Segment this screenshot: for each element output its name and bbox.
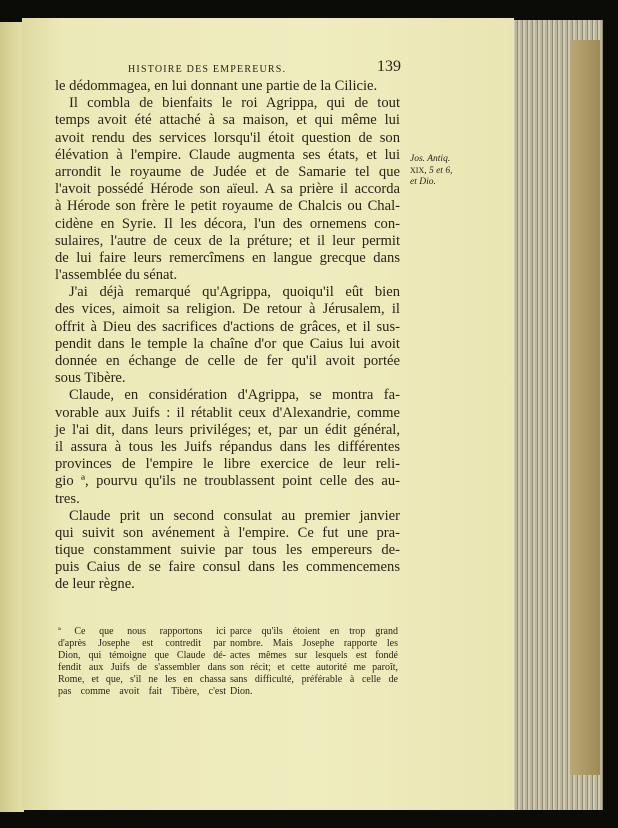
text-line: élévation à l'empire. Claude augmenta ses états, et lui xyxy=(55,146,400,163)
text-line: tique constamment suivie par tous les empereurs de- xyxy=(55,542,400,559)
text-line: sulaires, l'autre de ceux de la préture; et il leur permit xyxy=(55,232,400,249)
text-line: avoit rendu des services lorsqu'il étoit question de son xyxy=(55,129,400,146)
footnote-right-column xyxy=(230,626,398,698)
margin-note-line: Jos. Antiq. xyxy=(410,154,451,164)
footnote-line: Dion, qui témoigne que Claude dé- xyxy=(58,650,226,661)
footnote-line: nombre. Mais Josephe rapporte les xyxy=(230,638,398,649)
text-line: J'ai déjà remarqué qu'Agrippa, quoiqu'il eût bien xyxy=(69,284,400,301)
text-line: Claude prit un second consulat au premier janvier xyxy=(69,507,400,524)
footnote-line: sans difficulté, préférable à celle de xyxy=(230,674,398,685)
footnote-line: actes mêmes sur lesquels est fondé xyxy=(230,650,398,661)
text-line: il assura à tous les Juifs répandus dans les différentes xyxy=(55,438,400,455)
footnote-line: son récit; et cette autorité me paroît, xyxy=(230,662,398,673)
text-line: l'assemblée du sénat. xyxy=(55,267,178,284)
text-line: tres. xyxy=(55,490,80,507)
text-line: le dédommagea, en lui donnant une partie de la Cilicie. xyxy=(55,78,378,94)
book-fore-edge xyxy=(570,40,600,775)
footnote-line: d'après Josephe est contredit par xyxy=(58,638,226,649)
footnote-line: pas comme avoit fait Tibère, c'est xyxy=(58,686,226,697)
text-line: gio ª, pourvu qu'ils ne troublassent point celle des au- xyxy=(55,473,400,490)
margin-note-line: et Dio. xyxy=(410,177,436,187)
text-line: vorable aux Juifs : il rétablit ceux d'Alexandrie, comme xyxy=(55,404,400,421)
text-line: cidène en Syrie. Il les décora, l'un des ornemens con- xyxy=(55,215,400,232)
text-line: Il combla de bienfaits le roi Agrippa, qui de tout xyxy=(69,95,400,112)
text-line: offrit à Dieu des sacrifices d'actions de grâces, et il sus- xyxy=(55,318,400,335)
text-line: Claude, en considération d'Agrippa, se montra fa- xyxy=(69,387,400,404)
text-line: à Hérode son frère le petit royaume de Chalcis ou Chal- xyxy=(55,198,400,215)
running-title: HISTOIRE DES EMPEREURS. xyxy=(128,64,287,75)
text-line: de lui faire leurs remercîmens en langue grecque dans xyxy=(55,249,400,266)
text-line: l'avoit possédé Hérode son aïeul. A sa prière il accorda xyxy=(55,181,400,198)
facing-page-edge xyxy=(0,22,24,812)
body-text xyxy=(55,78,400,594)
footnote-line: Rome, et que, s'il ne les en chassa xyxy=(58,674,226,685)
text-line: temps avoit été attaché à sa maison, et qui même lui xyxy=(55,112,400,129)
text-line: je l'ai dit, dans leurs priviléges; et, par un édit général, xyxy=(55,421,400,438)
footnote-line: ª Ce que nous rapportons ici xyxy=(58,626,226,637)
footnote-line: fendit aux Juifs de s'assembler dans xyxy=(58,662,226,673)
text-line: de leur règne. xyxy=(55,576,135,593)
footnote-line: parce qu'ils étoient en trop grand xyxy=(230,626,398,637)
text-line: puis Caius de se faire consul dans les commencemens xyxy=(55,559,400,576)
text-line: qui suivit son avénement à l'empire. Ce fut une pra- xyxy=(55,524,400,541)
page-number: 139 xyxy=(377,58,401,75)
text-line: des vices, aimoit sa religion. De retour à Jérusalem, il xyxy=(55,301,400,318)
margin-note xyxy=(410,154,452,188)
text-line: sous Tibère. xyxy=(55,370,126,387)
footnote-line: Dion. xyxy=(230,686,253,697)
text-line: donnée en échange de celle de fer qu'il avoit portée xyxy=(55,353,400,369)
margin-note-line: XIX, 5 et 6, xyxy=(410,166,453,176)
footnote-left-column xyxy=(58,626,226,698)
text-line: pendit dans le temple la chaîne d'or que Caius lui avoit xyxy=(55,335,400,352)
text-line: arrondit le royaume de Judée et de Samarie tel que xyxy=(55,163,400,180)
text-line: provinces de l'empire le libre exercice de leur reli- xyxy=(55,456,400,473)
